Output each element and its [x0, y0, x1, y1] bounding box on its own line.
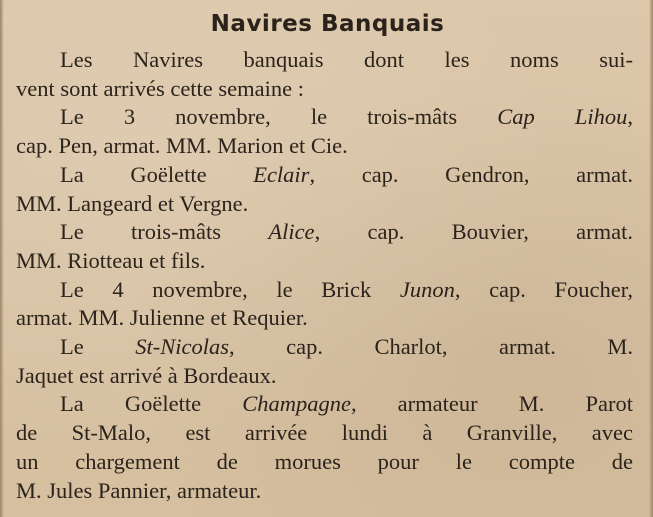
ship-name: St-Nicolas	[135, 334, 229, 360]
text-run: Jaquet est arrivé à Bordeaux.	[16, 362, 277, 388]
text-line	[16, 190, 633, 219]
text-run: La Goëlette	[60, 161, 254, 187]
text-run: , cap. Foucher,	[454, 276, 633, 302]
ship-name: Champagne	[242, 391, 351, 417]
text-run: cap. Pen, armat. MM. Marion et Cie.	[16, 133, 348, 159]
text-line	[16, 448, 633, 477]
ship-name: Alice	[268, 219, 315, 245]
text-line	[60, 161, 633, 190]
text-line	[16, 132, 633, 161]
text-run: armat. MM. Julienne et Requier.	[16, 305, 308, 331]
text-run: Le	[60, 334, 136, 360]
article-paragraph	[16, 390, 633, 505]
text-run: MM. Langeard et Vergne.	[16, 190, 249, 216]
article-paragraph	[16, 103, 633, 160]
article-paragraph	[16, 46, 633, 103]
text-run: un chargement de morues pour le compte de	[16, 448, 633, 474]
text-run: Le 3 novembre, le trois-mâts	[60, 104, 498, 130]
text-line	[60, 390, 633, 419]
paper-edge-left	[0, 0, 4, 517]
text-run: de St-Malo, est arrivée lundi à Granville, avec	[16, 420, 633, 446]
text-line	[60, 218, 633, 247]
article-paragraph	[16, 161, 633, 218]
article-body	[16, 46, 639, 505]
text-line	[16, 362, 633, 391]
text-line	[60, 333, 633, 362]
text-run: , cap. Gendron, armat.	[309, 161, 633, 187]
text-run: , cap. Charlot, armat. M.	[228, 334, 634, 360]
text-run: Les Navires banquais dont les noms sui-	[60, 47, 633, 72]
text-line	[16, 419, 633, 448]
ship-name: Eclair	[253, 161, 310, 187]
text-line	[16, 247, 633, 276]
text-run: ,	[627, 104, 633, 130]
text-line	[16, 75, 633, 104]
article-paragraph	[16, 276, 633, 333]
text-run: , cap. Bouvier, armat.	[314, 219, 633, 245]
text-line	[60, 276, 633, 305]
text-run: La Goëlette	[60, 391, 243, 417]
text-run: vent sont arrivés cette semaine :	[16, 75, 305, 101]
text-run: Le trois-mâts	[60, 219, 269, 245]
text-line	[16, 304, 633, 333]
text-line	[60, 103, 633, 132]
text-line	[60, 46, 633, 75]
ship-name: Junon	[399, 276, 455, 302]
text-run: , armateur M. Parot	[350, 391, 633, 417]
ship-name: Cap Lihou	[497, 104, 628, 130]
article-paragraph	[16, 333, 634, 390]
text-run: Le 4 novembre, le Brick	[60, 276, 400, 302]
text-run: M. Jules Pannier, armateur.	[16, 477, 262, 503]
text-line	[16, 477, 633, 506]
paper-edge-right	[649, 0, 653, 517]
text-run: MM. Riotteau et fils.	[16, 247, 206, 273]
article-paragraph	[16, 218, 633, 275]
article-title: Navires Banquais	[210, 11, 445, 37]
